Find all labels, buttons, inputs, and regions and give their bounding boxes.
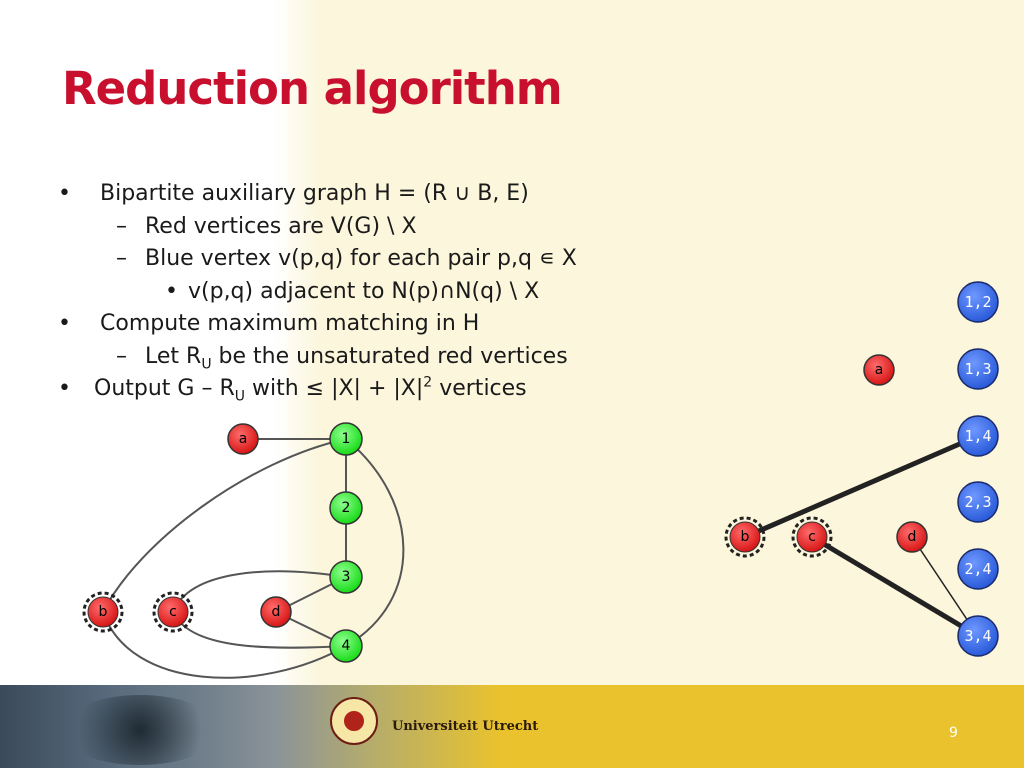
right-vertex-14: [958, 416, 998, 456]
edge-4-c: [173, 612, 346, 648]
vertex-label: 3,4: [964, 627, 992, 645]
vertex-label: c: [169, 604, 177, 620]
bullet-marker: •: [58, 311, 71, 336]
right-vertex-b: [726, 518, 764, 556]
vertex-label: c: [808, 529, 816, 545]
vertex-b: [84, 593, 122, 631]
vertex-label: 1: [341, 431, 351, 447]
bullet-marker: •: [165, 278, 178, 304]
text-segment: Let R: [145, 343, 202, 369]
vertex-label: d: [271, 604, 281, 620]
vertex-label: 3: [341, 569, 351, 585]
photo-shadow: [60, 695, 220, 765]
vertex-label: 2: [341, 500, 351, 516]
vertex-label: d: [907, 529, 917, 545]
right-graph-edges: [745, 436, 978, 636]
right-vertex-d: [897, 522, 927, 552]
vertex-label: a: [874, 362, 884, 378]
bullet-marker: •: [58, 181, 71, 206]
subscript: U: [201, 355, 212, 372]
right-vertex-23: [958, 482, 998, 522]
footer-bar: [0, 685, 1024, 768]
bullet-marker: •: [58, 376, 71, 401]
university-name: Universiteit Utrecht: [392, 719, 539, 734]
text-segment: be the unsaturated red vertices: [211, 343, 568, 369]
sub-bullet-text: Red vertices are V(G) \ X: [145, 213, 417, 239]
subscript: U: [234, 388, 245, 405]
vertex-3: [330, 561, 362, 593]
matching-edge-b-14: [745, 436, 978, 537]
text-segment: vertices: [432, 376, 527, 401]
text-segment: Output G – R: [94, 376, 235, 401]
edge-1-b: [103, 439, 346, 612]
seal-shield: [342, 709, 366, 733]
right-vertex-13: [958, 349, 998, 389]
right-vertex-12: [958, 282, 998, 322]
edge-4-b: [103, 612, 346, 678]
page-number: 9: [949, 725, 958, 741]
matching-edge-c-34: [812, 537, 978, 636]
vertex-label: 1,2: [964, 293, 992, 311]
vertex-label: b: [740, 529, 750, 545]
dash-marker: –: [116, 246, 127, 271]
vertex-label: 4: [341, 638, 351, 654]
dash-marker: –: [116, 213, 127, 239]
vertex-2: [330, 492, 362, 524]
slide-title: Reduction algorithm: [62, 62, 562, 115]
right-vertex-a: [864, 355, 894, 385]
right-vertex-24: [958, 549, 998, 589]
right-vertex-c: [793, 518, 831, 556]
vertex-label: 1,4: [964, 427, 992, 445]
bullet-text: Compute maximum matching in H: [100, 311, 480, 336]
dash-marker: –: [116, 343, 127, 369]
vertex-label: a: [238, 431, 248, 447]
bullet-text: Bipartite auxiliary graph H = (R ∪ B, E): [100, 181, 529, 206]
text-segment: with ≤ |X| + |X|: [244, 376, 424, 401]
right-vertex-34: [958, 616, 998, 656]
vertex-label: 2,4: [964, 560, 992, 578]
university-seal-icon: [330, 697, 378, 745]
vertex-4: [330, 630, 362, 662]
vertex-label: b: [98, 604, 108, 620]
edge-1-4: [346, 439, 403, 646]
vertex-a: [228, 424, 258, 454]
sub-sub-bullet-text: v(p,q) adjacent to N(p)∩N(q) \ X: [188, 278, 540, 304]
vertex-1: [330, 423, 362, 455]
vertex-d: [261, 597, 291, 627]
vertex-c: [154, 593, 192, 631]
sub-bullet-text: Blue vertex v(p,q) for each pair p,q ∊ X: [145, 246, 577, 271]
superscript: 2: [423, 374, 433, 391]
vertex-label: 2,3: [964, 493, 992, 511]
edge-3-c: [173, 571, 346, 612]
vertex-label: 1,3: [964, 360, 992, 378]
